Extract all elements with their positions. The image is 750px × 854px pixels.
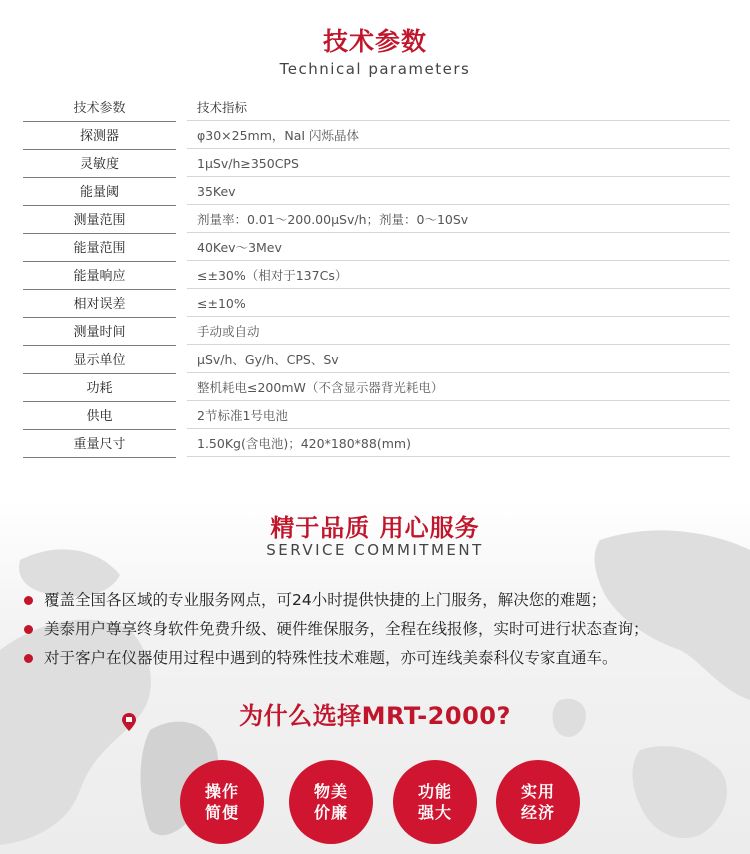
spec-row (23, 431, 730, 459)
list-item (22, 644, 747, 673)
spec-row (23, 207, 730, 235)
spec-value: μSv/h、Gy/h、CPS、Sv (187, 347, 730, 373)
bullet-text: 覆盖全国各区域的专业服务网点，可24小时提供快捷的上门服务，解决您的难题； (44, 591, 607, 609)
bullet-dot-icon (24, 625, 33, 634)
why-choose-title: 为什么选择MRT-2000? (239, 702, 511, 730)
spec-label: 能量阈 (23, 179, 176, 206)
spec-label: 测量范围 (23, 207, 176, 234)
spec-label: 测量时间 (23, 319, 176, 346)
spec-row (23, 151, 730, 179)
spec-row (23, 291, 730, 319)
bullet-text: 美泰用户尊享终身软件免费升级、硬件维保服务，全程在线报修，实时可进行状态查询； (44, 620, 649, 638)
feature-line: 实用 (520, 782, 555, 801)
spec-value: 2节标准1号电池 (187, 403, 730, 429)
spec-row (23, 179, 730, 207)
list-item (22, 586, 747, 615)
spec-value: ≤±30%（相对于137Cs） (187, 263, 730, 289)
feature-line: 经济 (520, 803, 555, 822)
spec-label: 重量尺寸 (23, 431, 176, 458)
spec-label: 相对误差 (23, 291, 176, 318)
spec-row (23, 347, 730, 375)
spec-table-header (23, 95, 730, 123)
list-item (22, 615, 747, 644)
feature-line: 简便 (204, 803, 239, 822)
service-bullet-list (22, 586, 747, 673)
spec-value: 手动或自动 (187, 319, 730, 345)
tech-section-title: 技术参数 (322, 27, 427, 56)
spec-value: 35Kev (187, 179, 730, 205)
spec-value: 整机耗电≤200mW（不含显示器背光耗电） (187, 375, 730, 401)
feature-line: 操作 (204, 782, 239, 801)
spec-value: 40Kev～3Mev (187, 235, 730, 261)
spec-row (23, 263, 730, 291)
tech-section-subtitle: Technical parameters (279, 60, 471, 78)
feature-badge-good-value (289, 760, 373, 844)
feature-badge-easy-operation (180, 760, 264, 844)
spec-value: ≤±10% (187, 291, 730, 317)
feature-badge-practical (496, 760, 580, 844)
spec-label: 显示单位 (23, 347, 176, 374)
spec-table (23, 95, 730, 459)
bullet-text: 对于客户在仪器使用过程中遇到的特殊性技术难题，亦可连线美泰科仪专家直通车。 (44, 649, 618, 667)
spec-value: 1μSv/h≥350CPS (187, 151, 730, 177)
spec-label: 供电 (23, 403, 176, 430)
spec-row (23, 123, 730, 151)
spec-label: 能量范围 (23, 235, 176, 262)
spec-value: 1.50Kg(含电池)；420*180*88(mm) (187, 431, 730, 457)
feature-line: 强大 (417, 803, 452, 822)
feature-circles (0, 760, 750, 854)
spec-label: 能量响应 (23, 263, 176, 290)
spec-value: 剂量率：0.01～200.00μSv/h；剂量：0～10Sv (187, 207, 730, 233)
spec-row (23, 319, 730, 347)
bullet-dot-icon (24, 596, 33, 605)
service-section-subtitle: SERVICE COMMITMENT (266, 541, 484, 559)
spec-row (23, 235, 730, 263)
bullet-dot-icon (24, 654, 33, 663)
spec-header-label: 技术参数 (23, 95, 176, 122)
spec-header-value: 技术指标 (187, 95, 730, 121)
spec-row (23, 403, 730, 431)
feature-badge-powerful (393, 760, 477, 844)
spec-label: 功耗 (23, 375, 176, 402)
spec-label: 灵敏度 (23, 151, 176, 178)
spec-label: 探测器 (23, 123, 176, 150)
feature-line: 功能 (417, 782, 452, 801)
service-section-title: 精于品质 用心服务 (270, 514, 480, 542)
feature-line: 物美 (313, 782, 348, 801)
spec-row (23, 375, 730, 403)
spec-value: φ30×25mm，NaI 闪烁晶体 (187, 123, 730, 149)
feature-line: 价廉 (313, 803, 348, 822)
